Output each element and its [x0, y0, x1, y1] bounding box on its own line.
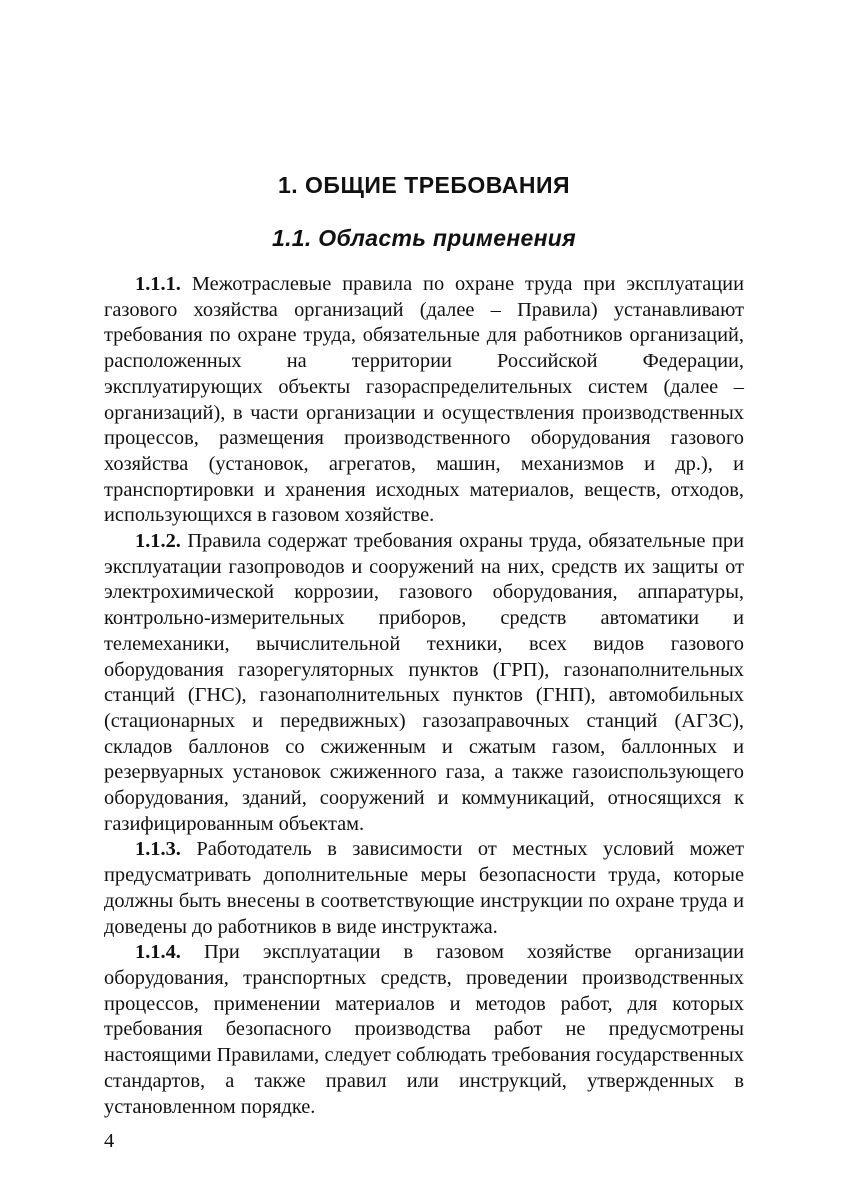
paragraph-number: 1.1.1. [135, 273, 181, 295]
paragraph-1-1-2 [104, 529, 744, 837]
paragraph-text: При эксплуатации в газовом хозяйстве организации оборудования, транспортных средств, проведении производственных процессов, применении материалов и методов работ, для которых требования безопасного производства работ не предусмотрены настоящими Правилами, следует соблюдать требования государственных стандартов, а также правил или инструкций, утвержденных в установленном порядке. [104, 941, 744, 1118]
chapter-title: 1. ОБЩИЕ ТРЕБОВАНИЯ [277, 172, 571, 198]
page-number: 4 [104, 1130, 115, 1152]
paragraph-number: 1.1.2. [135, 530, 181, 553]
paragraph-1-1-3 [104, 837, 744, 940]
paragraph-number: 1.1.4. [135, 941, 181, 964]
paragraph-1-1-4 [104, 940, 744, 1120]
paragraph-text: Межотраслевые правила по охране труда при эксплуатации газового хозяйства организаций (далее – Правила) устанавливают требования по охране труда, обязательные для работников организаций, расположенных на территории Российской Федерации, эксплуатирующих объекты газораспределительных систем (далее – организаций), в части организации и осуществления производственных процессов, размещения производственного оборудования газового хозяйства (установок, агрегатов, машин, механизмов и др.), и транспортировки и хранения исходных материалов, веществ, отходов, использующихся в газовом хозяйстве. [104, 273, 744, 527]
paragraph-text: Правила содержат требования охраны труда, обязательные при эксплуатации газопроводов и сооружений на них, средств их защиты от электрохимической коррозии, газового оборудования, аппаратуры, контрольно-измерительных приборов, средств автоматики и телемеханики, вычислительной техники, всех видов газового оборудования газорегуляторных пунктов (ГРП), газонаполнительных станций (ГНС), газонаполнительных пунктов (ГНП), автомобильных (стационарных и передвижных) газозаправочных станций (АГЗС), складов баллонов со сжиженным и сжатым газом, баллонных и резервуарных установок сжиженного газа, а также газоиспользующего оборудования, зданий, сооружений и коммуникаций, относящихся к газифицированным объектам. [104, 530, 744, 835]
body-text [104, 272, 744, 1120]
paragraph-number: 1.1.3. [135, 838, 181, 861]
section-title: 1.1. Область применения [272, 225, 576, 251]
paragraph-text: Работодатель в зависимости от местных условий может предусматривать дополнительные меры безопасности труда, которые должны быть внесены в соответствующие инструкции по охране труда и доведены до работников в виде инструктажа. [104, 838, 744, 938]
paragraph-1-1-1 [104, 272, 744, 529]
